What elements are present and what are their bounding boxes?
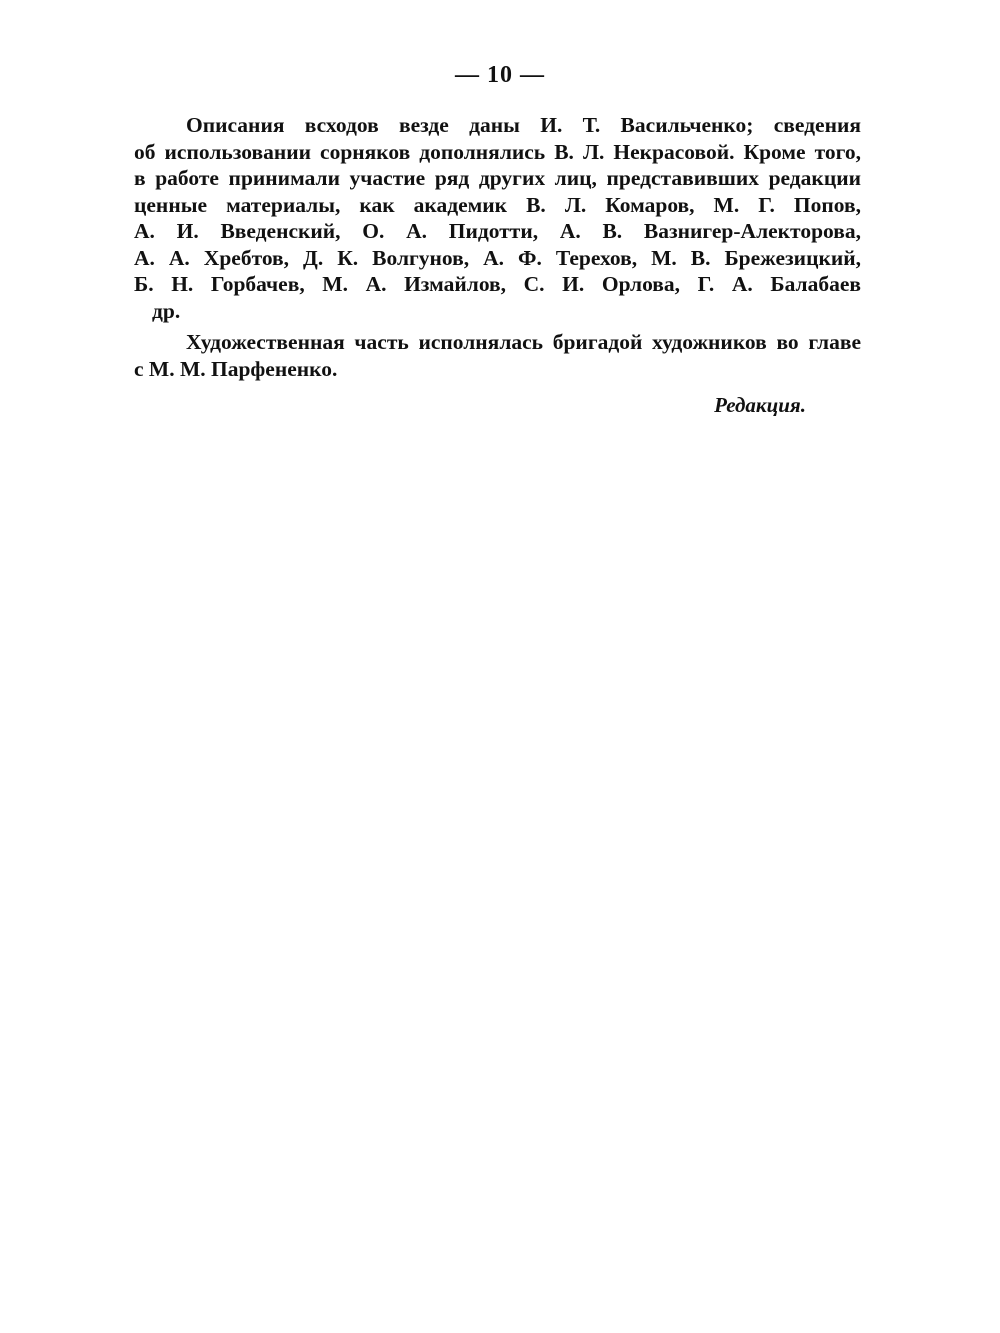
text-line: др. [152,298,181,323]
text-line: с М. М. Парфененко. [134,356,338,381]
text-line: А. И. Введенский, О. А. Пидотти, А. В. Вазнигер-Алекторова, [134,219,861,243]
paragraph-artists [134,329,861,382]
text-line: Б. Н. Горбачев, М. А. Измайлов, С. И. Орлова, Г. А. Балабаев [134,272,861,296]
text-line: об использовании сорняков дополнялись В. Л. Некрасовой. Кроме того, [134,139,861,164]
signature-editorial: Редакция. [714,393,806,417]
text-line: Описания всходов везде даны И. Т. Васильченко; сведения [186,113,861,137]
text-line: Художественная часть исполнялась бригадой художников во главе [186,330,861,354]
text-line: ценные материалы, как академик В. Л. Комаров, М. Г. Попов, [134,192,861,217]
body-text [134,112,861,382]
paragraph-credits [134,112,861,324]
text-line: в работе принимали участие ряд других лиц, представивших редакции [134,166,861,190]
text-line: А. А. Хребтов, Д. К. Волгунов, А. Ф. Терехов, М. В. Брежезицкий, [134,245,861,270]
page-number: — 10 — [455,62,545,88]
